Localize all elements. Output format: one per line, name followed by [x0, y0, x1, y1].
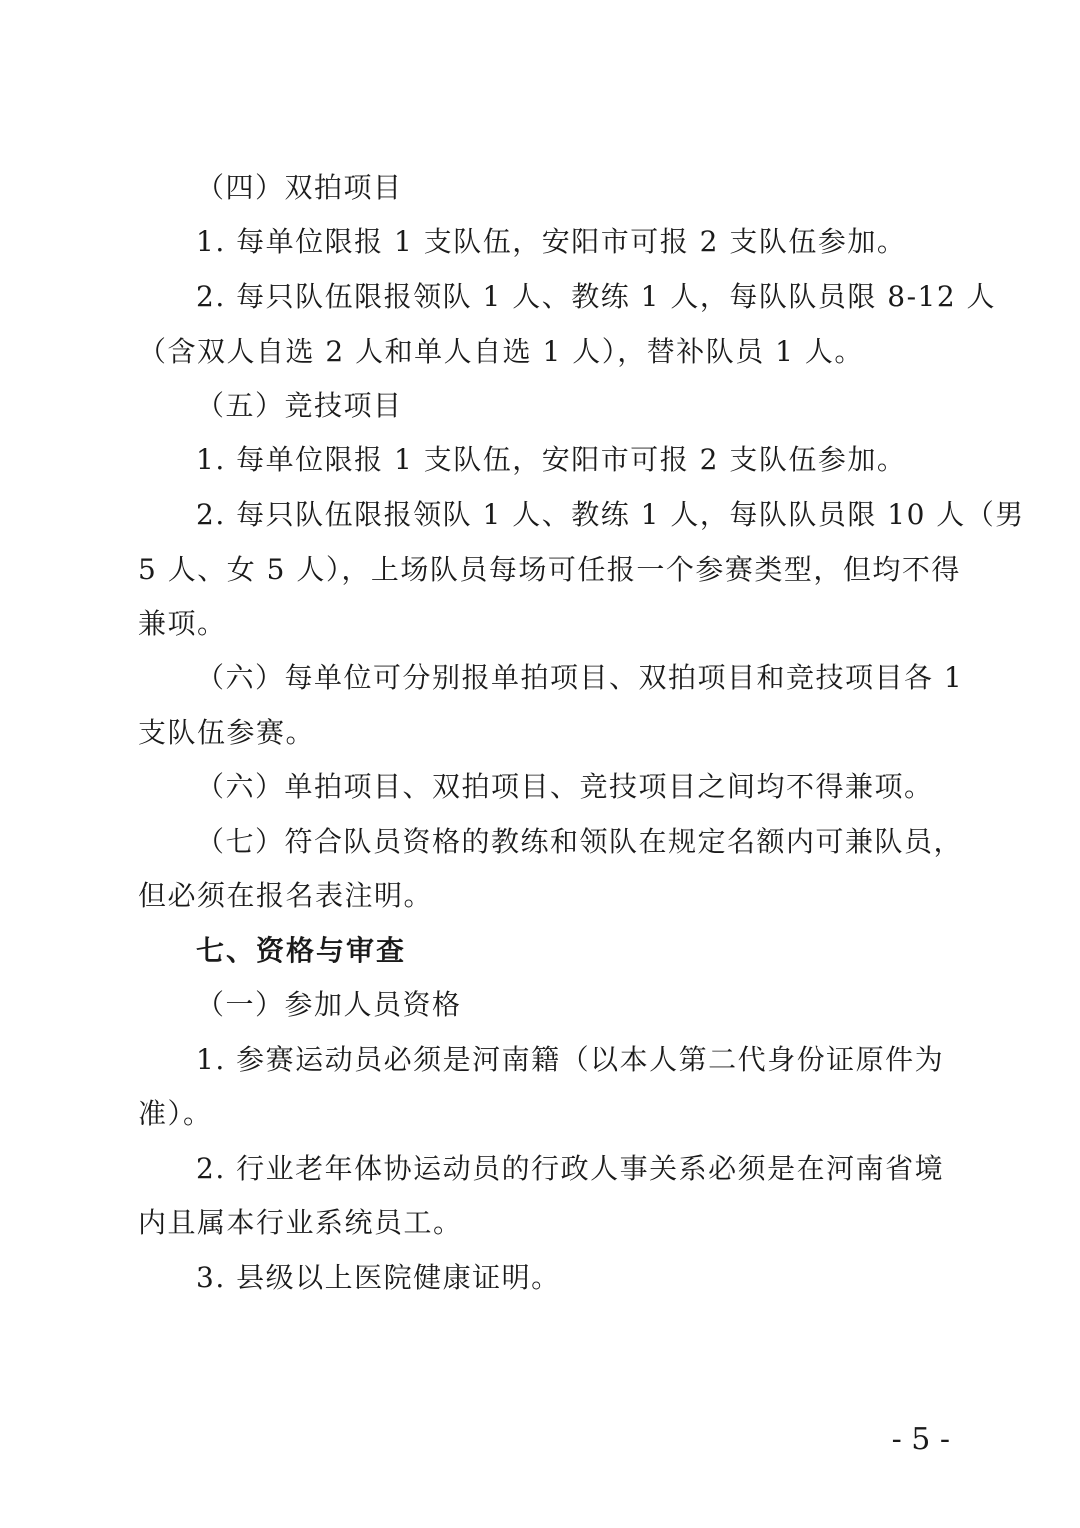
- page-number: - 5 -: [891, 1422, 950, 1457]
- paragraph-line: （含双人自选 2 人和单人自选 1 人），替补队员 1 人。: [138, 335, 864, 368]
- paragraph-line: 1. 参赛运动员必须是河南籍（以本人第二代身份证原件为: [196, 1043, 945, 1076]
- paragraph-line: 但必须在报名表注明。: [138, 879, 434, 912]
- paragraph-line: （六）每单位可分别报单拍项目、双拍项目和竞技项目各 1: [196, 661, 964, 694]
- section-heading-seven: 七、资格与审查: [196, 934, 407, 967]
- paragraph-line: 1. 每单位限报 1 支队伍，安阳市可报 2 支队伍参加。: [196, 443, 907, 476]
- subsection-heading-four: （四）双拍项目: [196, 171, 403, 204]
- paragraph-line: 2. 行业老年体协运动员的行政人事关系必须是在河南省境: [196, 1152, 945, 1185]
- paragraph-line: （六）单拍项目、双拍项目、竞技项目之间均不得兼项。: [196, 770, 934, 803]
- paragraph-line: 2. 每只队伍限报领队 1 人、教练 1 人，每队队员限 8-12 人: [196, 280, 997, 313]
- paragraph-line: （七）符合队员资格的教练和领队在规定名额内可兼队员，: [196, 825, 964, 858]
- paragraph-line: 1. 每单位限报 1 支队伍，安阳市可报 2 支队伍参加。: [196, 225, 907, 258]
- paragraph-line: 准）。: [138, 1097, 213, 1130]
- paragraph-line: 5 人、女 5 人），上场队员每场可任报一个参赛类型，但均不得: [138, 553, 961, 586]
- paragraph-line: 兼项。: [138, 607, 227, 640]
- subsection-heading-one: （一）参加人员资格: [196, 988, 462, 1021]
- paragraph-line: 2. 每只队伍限报领队 1 人、教练 1 人，每队队员限 10 人（男: [196, 498, 1025, 531]
- paragraph-line: 支队伍参赛。: [138, 716, 316, 749]
- subsection-heading-five: （五）竞技项目: [196, 389, 403, 422]
- paragraph-line: 内且属本行业系统员工。: [138, 1206, 463, 1239]
- paragraph-line: 3. 县级以上医院健康证明。: [196, 1261, 561, 1294]
